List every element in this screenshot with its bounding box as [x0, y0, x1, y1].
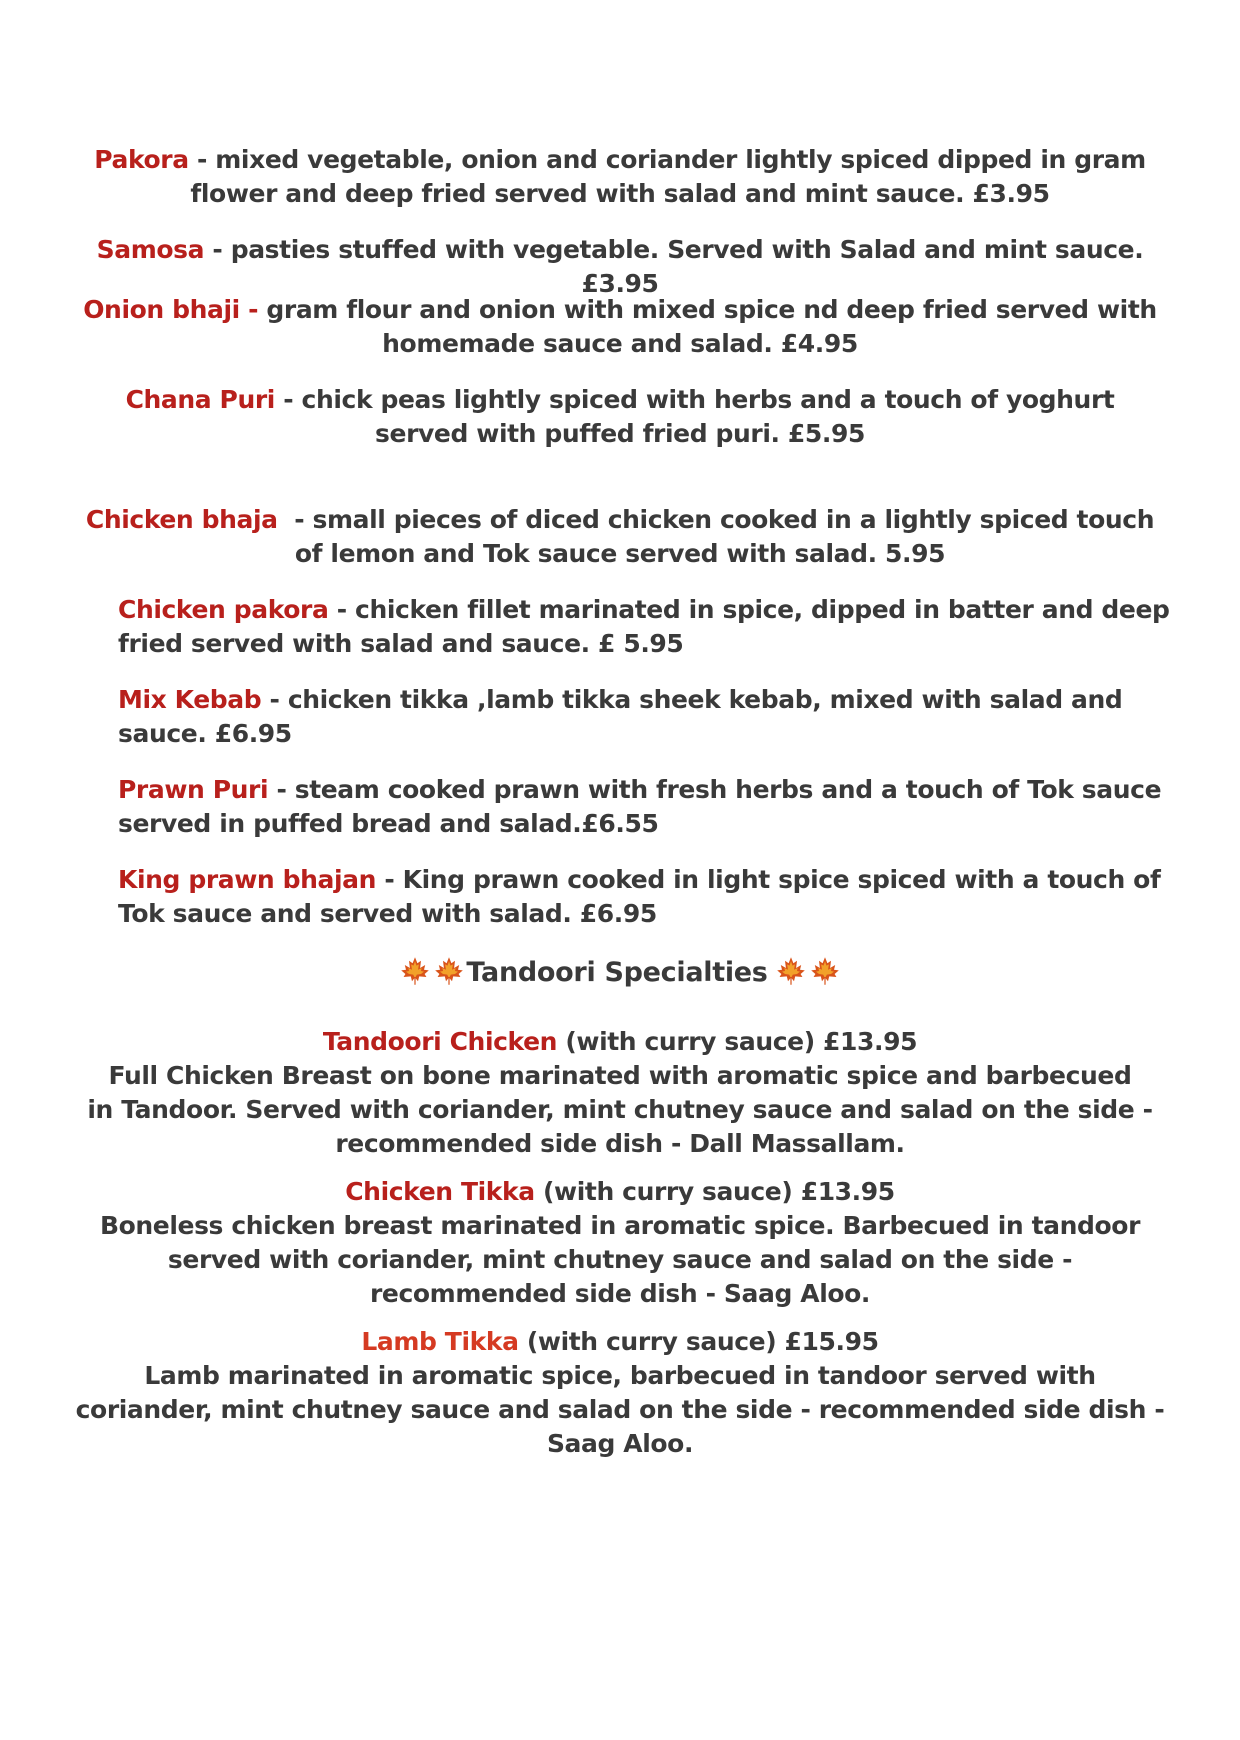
maple-leaf-icon [776, 956, 806, 986]
dish-price: (with curry sauce) £13.95 [557, 1027, 918, 1056]
dish-name: Chicken bhaja [85, 505, 278, 534]
dish-name: Mix Kebab [118, 685, 262, 714]
menu-item-king-prawn-bhajan [118, 863, 1160, 931]
dish-description: served in puffed bread and salad.£6.55 [118, 809, 659, 838]
dish-description: - pasties stuffed with vegetable. Served with Salad and mint sauce. [204, 235, 1144, 264]
menu-item-prawn-puri [118, 773, 1161, 841]
maple-leaf-icon [434, 956, 464, 986]
maple-leaf-icon [400, 956, 430, 986]
dish-description: fried served with salad and sauce. £ 5.95 [118, 629, 684, 658]
dish-description: gram flour and onion with mixed spice nd deep fried served with [258, 295, 1157, 324]
dish-description: in Tandoor. Served with coriander, mint chutney sauce and salad on the side - [87, 1095, 1153, 1124]
dish-name: Pakora [94, 145, 189, 174]
dish-description: Tok sauce and served with salad. £6.95 [118, 899, 657, 928]
dish-description: recommended side dish - Saag Aloo. [369, 1279, 871, 1308]
menu-item-chicken-bhaja [0, 503, 1240, 571]
dish-description: - chick peas lightly spiced with herbs and a touch of yoghurt [274, 385, 1115, 414]
dish-description: Full Chicken Breast on bone marinated with aromatic spice and barbecued [108, 1061, 1132, 1090]
menu-item-chicken-pakora [118, 593, 1170, 661]
menu-item-onion-bhaji [0, 293, 1240, 361]
dish-name: Tandoori Chicken [322, 1027, 558, 1056]
dish-name: Samosa [96, 235, 205, 264]
dish-description: homemade sauce and salad. £4.95 [382, 329, 858, 358]
dish-name: Chicken Tikka [345, 1177, 535, 1206]
dish-description: flower and deep fried served with salad and mint sauce. £3.95 [190, 179, 1050, 208]
dish-description: recommended side dish - Dall Massallam. [335, 1129, 905, 1158]
dish-name: Onion bhaji - [83, 295, 259, 324]
dish-name: Lamb Tikka [361, 1327, 519, 1356]
dish-name: Chicken pakora [118, 595, 329, 624]
menu-item-lamb-tikka [0, 1325, 1240, 1461]
menu-item-pakora [0, 143, 1240, 211]
dish-description: - King prawn cooked in light spice spiced with a touch of [376, 865, 1161, 894]
dish-description: - steam cooked prawn with fresh herbs and a touch of Tok sauce [268, 775, 1162, 804]
dish-description: - chicken fillet marinated in spice, dipped in batter and deep [328, 595, 1170, 624]
dish-description: Saag Aloo. [546, 1429, 694, 1458]
dish-description: - chicken tikka ,lamb tikka sheek kebab, mixed with salad and [261, 685, 1123, 714]
dish-price: (with curry sauce) £13.95 [534, 1177, 895, 1206]
dish-description: sauce. £6.95 [118, 719, 292, 748]
dish-name: Chana Puri [125, 385, 275, 414]
dish-description: - small pieces of diced chicken cooked in a lightly spiced touch [277, 505, 1155, 534]
dish-price: (with curry sauce) £15.95 [518, 1327, 879, 1356]
dish-description: served with coriander, mint chutney sauce and salad on the side - [167, 1245, 1073, 1274]
menu-item-tandoori-chicken [0, 1025, 1240, 1161]
menu-item-samosa [0, 233, 1240, 301]
dish-description: served with puffed fried puri. £5.95 [375, 419, 865, 448]
dish-description: of lemon and Tok sauce served with salad. 5.95 [294, 539, 946, 568]
section-heading-tandoori [0, 955, 1240, 991]
section-title: Tandoori Specialties [466, 957, 768, 988]
dish-description: Lamb marinated in aromatic spice, barbecued in tandoor served with [144, 1361, 1096, 1390]
dish-description: - mixed vegetable, onion and coriander lightly spiced dipped in gram [188, 145, 1146, 174]
dish-name: King prawn bhajan [118, 865, 377, 894]
menu-item-chicken-tikka [0, 1175, 1240, 1311]
maple-leaf-icon [810, 956, 840, 986]
dish-description: coriander, mint chutney sauce and salad on the side - recommended side dish - [75, 1395, 1165, 1424]
dish-price: £3.95 [581, 269, 659, 298]
dish-name: Prawn Puri [118, 775, 269, 804]
dish-description: Boneless chicken breast marinated in aromatic spice. Barbecued in tandoor [99, 1211, 1141, 1240]
menu-item-mix-kebab [118, 683, 1122, 751]
menu-item-chana-puri [0, 383, 1240, 451]
